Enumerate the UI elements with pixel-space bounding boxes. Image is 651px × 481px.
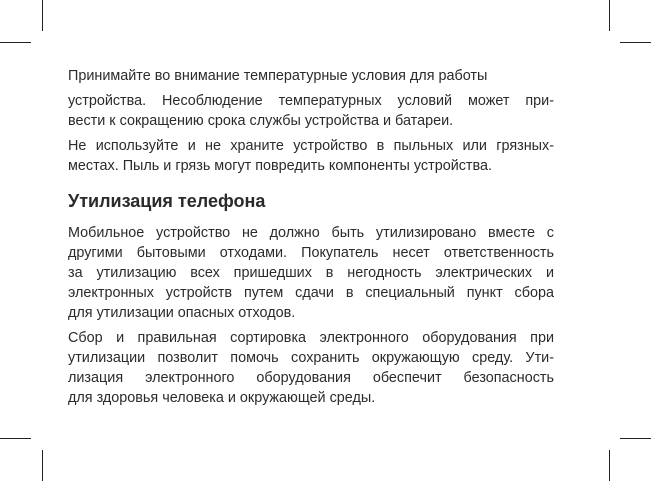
document-page — [68, 66, 554, 408]
paragraph-temperature-intro — [68, 66, 554, 86]
paragraph-disposal-benefits — [68, 328, 554, 408]
text-line: Не используйте и не храните устройство в пыльных или грязных- — [68, 138, 554, 154]
crop-mark-bottom-right-vertical — [609, 450, 610, 481]
text-line: за утилизацию всех пришедших в негодность электрических и — [68, 265, 554, 281]
text-line: устройства. Несоблюдение температурных условий может при- — [68, 93, 554, 109]
paragraph-disposal-rules — [68, 223, 554, 323]
crop-mark-bottom-left-horizontal — [0, 438, 31, 439]
crop-mark-top-left-horizontal — [0, 42, 31, 43]
crop-mark-top-left-vertical — [42, 0, 43, 31]
section-heading-disposal: Утилизация телефона — [68, 191, 266, 211]
text-line: Мобильное устройство не должно быть утилизировано вместе с — [68, 225, 554, 241]
crop-mark-bottom-left-vertical — [42, 450, 43, 481]
text-line: для утилизации опасных отходов. — [68, 305, 296, 321]
text-line: Принимайте во внимание температурные условия для работы — [68, 68, 488, 84]
crop-mark-top-right-horizontal — [620, 42, 651, 43]
text-line: для здоровья человека и окружающей среды. — [68, 390, 376, 406]
crop-mark-bottom-right-horizontal — [620, 438, 651, 439]
paragraph-dust-warning — [68, 136, 554, 176]
text-line: Сбор и правильная сортировка электронного оборудования при — [68, 330, 554, 346]
text-line: вести к сокращению срока службы устройства и батареи. — [68, 113, 454, 129]
crop-mark-top-right-vertical — [609, 0, 610, 31]
text-line: лизация электронного оборудования обеспечит безопасность — [68, 370, 554, 386]
text-line: утилизации позволит помочь сохранить окружающую среду. Ути- — [68, 350, 554, 366]
text-line: местах. Пыль и грязь могут повредить компоненты устройства. — [68, 158, 493, 174]
paragraph-temperature-warning — [68, 91, 554, 131]
text-line: другими бытовыми отходами. Покупатель несет ответственность — [68, 245, 554, 261]
text-line: электронных устройств путем сдачи в специальный пункт сбора — [68, 285, 554, 301]
